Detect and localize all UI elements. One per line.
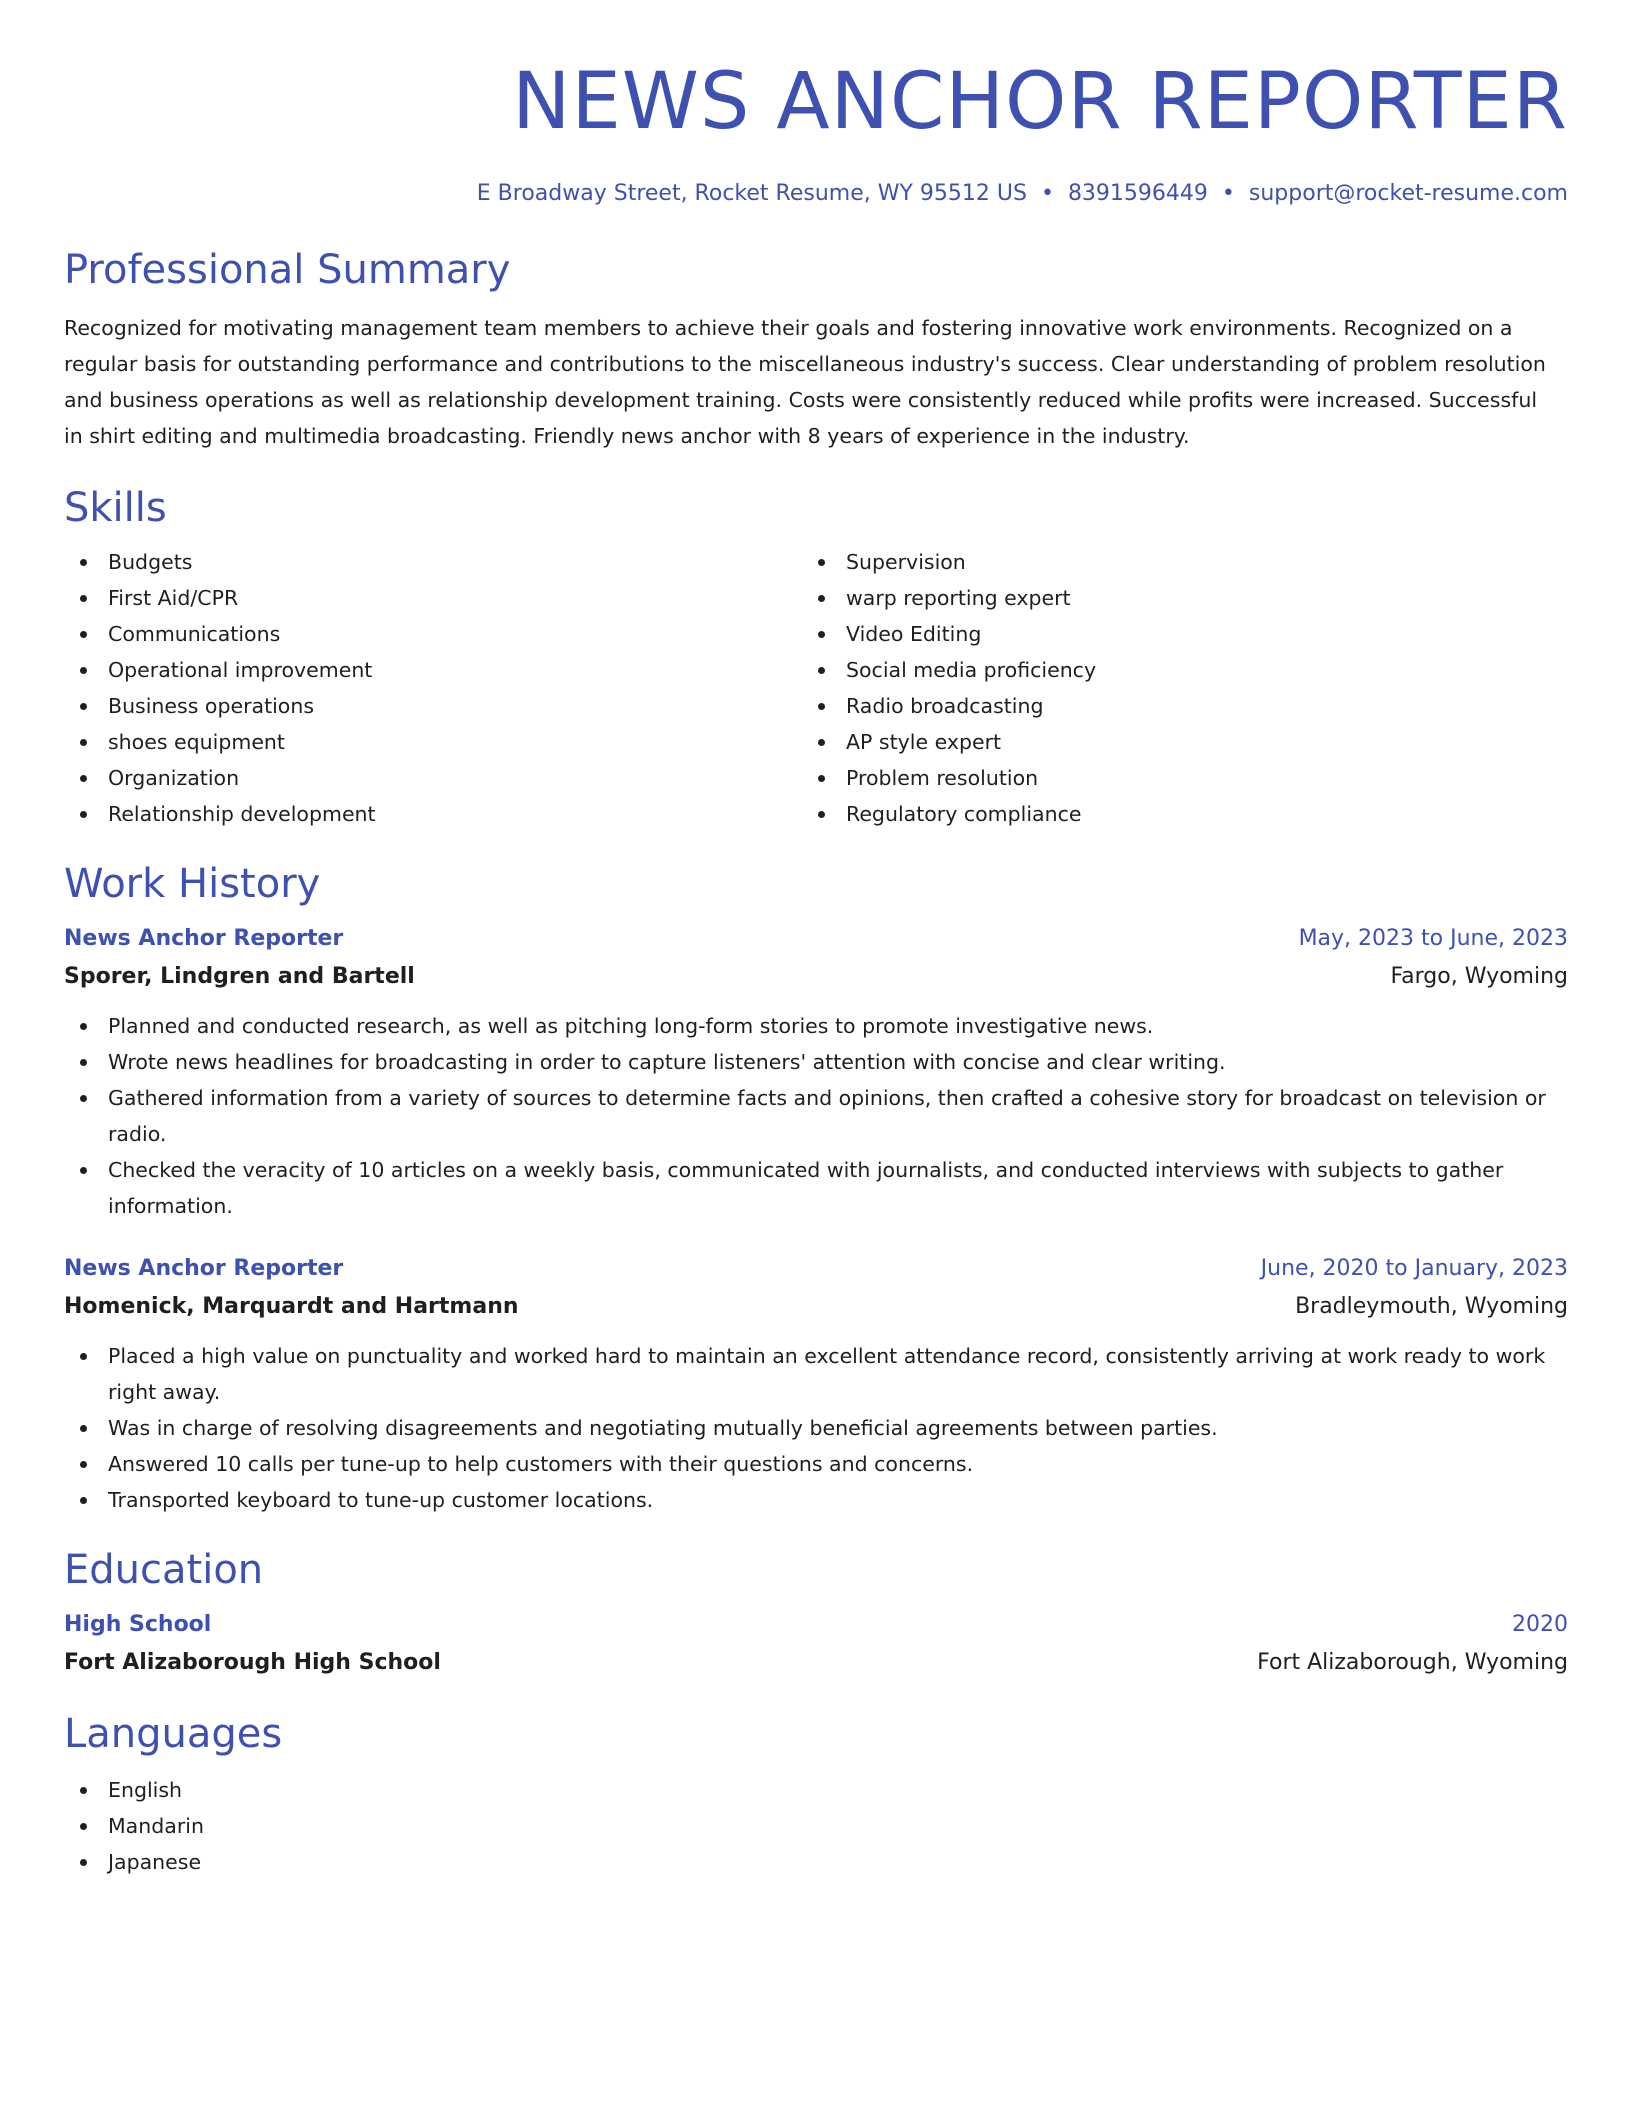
skill-item: Business operations (64, 688, 802, 724)
skill-item: Regulatory compliance (802, 796, 1540, 832)
job-header-row (64, 920, 1568, 958)
skill-item: Supervision (802, 544, 1540, 580)
job-employer-row (64, 958, 1568, 996)
job-location: Fargo, Wyoming (1390, 964, 1568, 989)
job-entry (64, 920, 1568, 1224)
separator-dot: • (1040, 181, 1054, 206)
job-bullet: Gathered information from a variety of sources to determine facts and opinions, then crafted a cohesive story for broadcast on television or radio. (64, 1080, 1568, 1152)
contact-address: E Broadway Street, Rocket Resume, WY 95512 US (476, 181, 1027, 206)
education-location: Fort Alizaborough, Wyoming (1257, 1650, 1568, 1675)
work-history-heading: Work History (64, 861, 321, 907)
education-header-row (64, 1606, 1568, 1644)
job-bullet: Planned and conducted research, as well as pitching long-form stories to promote investigative news. (64, 1008, 1568, 1044)
job-bullet: Answered 10 calls per tune-up to help customers with their questions and concerns. (64, 1446, 1568, 1482)
job-bullets (64, 1008, 1568, 1224)
job-bullet: Wrote news headlines for broadcasting in order to capture listeners' attention with concise and clear writing. (64, 1044, 1568, 1080)
languages-list (64, 1772, 1568, 1880)
skill-item: Video Editing (802, 616, 1540, 652)
skill-item: Communications (64, 616, 802, 652)
contact-phone: 8391596449 (1067, 181, 1208, 206)
job-employer: Sporer, Lindgren and Bartell (64, 964, 415, 989)
language-item: Japanese (64, 1844, 1568, 1880)
skill-item: AP style expert (802, 724, 1540, 760)
education-school: Fort Alizaborough High School (64, 1650, 441, 1675)
job-bullet: Checked the veracity of 10 articles on a weekly basis, communicated with journalists, and conducted interviews with subjects to gather information. (64, 1152, 1568, 1224)
skill-item: First Aid/CPR (64, 580, 802, 616)
skills-column-left (64, 544, 802, 832)
education-school-row (64, 1644, 1568, 1682)
skill-item: shoes equipment (64, 724, 802, 760)
job-title: News Anchor Reporter (64, 926, 344, 951)
education-entry (64, 1606, 1568, 1682)
skill-item: Organization (64, 760, 802, 796)
job-bullet: Transported keyboard to tune-up customer locations. (64, 1482, 1568, 1518)
job-title: News Anchor Reporter (64, 1256, 344, 1281)
language-item: English (64, 1772, 1568, 1808)
languages-heading: Languages (64, 1711, 283, 1757)
skill-item: Radio broadcasting (802, 688, 1540, 724)
job-header-row (64, 1250, 1568, 1288)
skills-heading: Skills (64, 485, 167, 531)
skill-item: Operational improvement (64, 652, 802, 688)
skill-item: Budgets (64, 544, 802, 580)
skill-item: warp reporting expert (802, 580, 1540, 616)
skill-item: Problem resolution (802, 760, 1540, 796)
education-year: 2020 (1512, 1612, 1568, 1637)
skill-item: Social media proficiency (802, 652, 1540, 688)
job-location: Bradleymouth, Wyoming (1295, 1294, 1568, 1319)
job-dates: June, 2020 to January, 2023 (1260, 1256, 1568, 1281)
skills-column-right (802, 544, 1540, 832)
language-item: Mandarin (64, 1808, 1568, 1844)
contact-line (64, 178, 1568, 210)
skill-item: Relationship development (64, 796, 802, 832)
summary-text: Recognized for motivating management team members to achieve their goals and fostering innovative work environments. Recognized on a regular basis for outstanding performance and contributions to the miscellaneous industry's success. Clear understanding of problem resolution and business operations as well as relationship development training. Costs were consistently reduced while profits were increased. Successful in shirt editing and multimedia broadcasting. Friendly news anchor with 8 years of experience in the industry. (64, 316, 1546, 448)
job-bullets (64, 1338, 1568, 1518)
job-employer: Homenick, Marquardt and Hartmann (64, 1294, 519, 1319)
job-bullet: Was in charge of resolving disagreements and negotiating mutually beneficial agreements between parties. (64, 1410, 1568, 1446)
resume-name: NEWS ANCHOR REPORTER (512, 57, 1568, 147)
job-bullet: Placed a high value on punctuality and worked hard to maintain an excellent attendance record, consistently arriving at work ready to work right away. (64, 1338, 1568, 1410)
summary-heading: Professional Summary (64, 247, 511, 293)
job-entry (64, 1250, 1568, 1518)
skills-grid (64, 544, 1568, 832)
job-employer-row (64, 1288, 1568, 1326)
education-degree: High School (64, 1612, 212, 1637)
education-heading: Education (64, 1547, 264, 1593)
contact-email: support@rocket-resume.com (1248, 181, 1568, 206)
job-dates: May, 2023 to June, 2023 (1298, 926, 1568, 951)
separator-dot: • (1221, 181, 1235, 206)
